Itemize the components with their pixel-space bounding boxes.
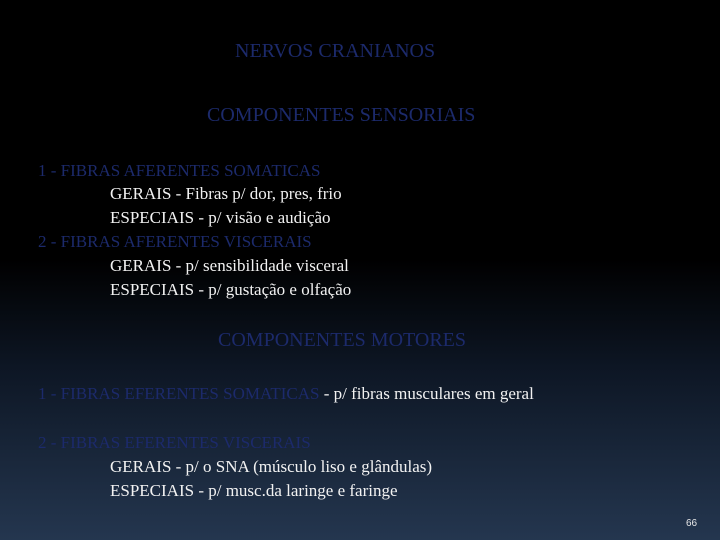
- sensory-item-1-gerais: GERAIS - Fibras p/ dor, pres, frio: [110, 184, 342, 203]
- motor-item-2-gerais: GERAIS - p/ o SNA (músculo liso e glândulas): [110, 457, 433, 476]
- motor-item-2: 2 - FIBRAS EFERENTES VISCERAIS: [38, 433, 311, 452]
- sensory-heading: COMPONENTES SENSORIAIS: [207, 104, 476, 126]
- motor-item-1-label: 1 - FIBRAS EFERENTES SOMATICAS: [38, 384, 320, 403]
- slide-title: NERVOS CRANIANOS: [235, 40, 436, 62]
- motor-item-2-especiais: ESPECIAIS - p/ musc.da laringe e faringe: [110, 481, 398, 500]
- sensory-item-2: 2 - FIBRAS AFERENTES VISCERAIS: [38, 232, 312, 251]
- motor-heading: COMPONENTES MOTORES: [218, 329, 466, 351]
- sensory-item-1: 1 - FIBRAS AFERENTES SOMATICAS: [38, 161, 321, 180]
- sensory-item-2-especiais: ESPECIAIS - p/ gustação e olfação: [110, 280, 352, 299]
- sensory-item-2-gerais: GERAIS - p/ sensibilidade visceral: [110, 256, 349, 275]
- motor-item-1: [38, 384, 534, 404]
- sensory-item-1-especiais: ESPECIAIS - p/ visão e audição: [110, 208, 331, 227]
- motor-item-1-desc: - p/ fibras musculares em geral: [319, 384, 534, 403]
- page-number: 66: [686, 518, 698, 529]
